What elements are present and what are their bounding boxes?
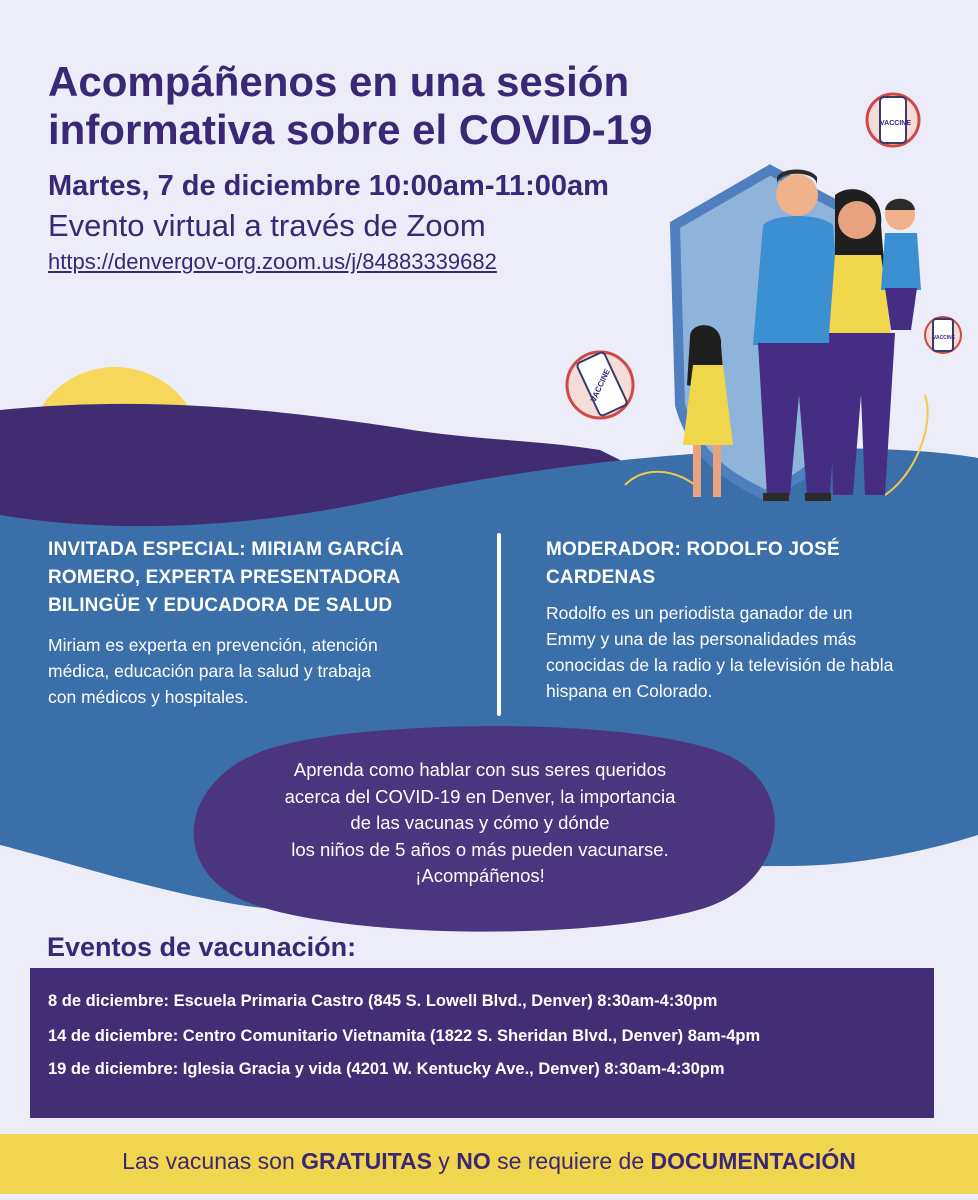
title-line: Acompáñenos en una sesión	[48, 58, 630, 105]
footer-banner-text: Las vacunas son GRATUITAS y NO se requiere de DOCUMENTACIÓN	[122, 1148, 856, 1174]
event-item: 19 de diciembre: Iglesia Gracia y vida (4201 W. Kentucky Ave., Denver) 8:30am-4:30pm	[48, 1060, 725, 1078]
guest-bio: Miriam es experta en prevención, atención médica, educación para la salud y trabaja con médicos y hospitales.	[48, 635, 378, 707]
moderator-heading: MODERADOR: RODOLFO JOSÉ CARDENAS	[546, 539, 840, 588]
guest-heading: INVITADA ESPECIAL: MIRIAM GARCÍA ROMERO, EXPERTA PRESENTADORA BILINGÜE Y EDUCADORA DE SALUD	[48, 539, 404, 616]
zoom-link[interactable]: https://denvergov-org.zoom.us/j/84883339682	[48, 249, 497, 274]
svg-text:VACCINE: VACCINE	[880, 120, 911, 127]
event-date-time: Martes, 7 de diciembre 10:00am-11:00am	[48, 170, 609, 202]
vaccine-vial-icon	[567, 351, 633, 418]
svg-text:VACCINE: VACCINE	[588, 367, 612, 404]
column-divider	[497, 533, 501, 716]
page-title	[48, 58, 808, 154]
moderator-section	[546, 536, 966, 704]
events-title: Eventos de vacunación:	[47, 932, 357, 962]
guest-section	[48, 536, 488, 710]
bubble-message: Aprenda como hablar con sus seres queridos acerca del COVID-19 en Denver, la importancia de las vacunas y cómo y dónde los niños de 5 años o más pueden vacunarse. ¡Acompáñenos!	[284, 759, 676, 886]
event-item: 8 de diciembre: Escuela Primaria Castro (845 S. Lowell Blvd., Denver) 8:30am-4:30pm	[48, 992, 718, 1010]
moderator-bio: Rodolfo es un periodista ganador de un Emmy y una de las personalidades más conocidas de la radio y la televisión de habla hispana en Colorado.	[546, 603, 894, 701]
vaccine-vial-icon	[925, 317, 961, 353]
svg-text:VACCINE: VACCINE	[933, 335, 956, 341]
title-line: informativa sobre el COVID-19	[48, 106, 653, 153]
virtual-event-label: Evento virtual a través de Zoom	[48, 208, 486, 243]
event-item: 14 de diciembre: Centro Comunitario Vietnamita (1822 S. Sheridan Blvd., Denver) 8am-4pm	[48, 1027, 761, 1045]
vaccine-vial-icon	[867, 94, 919, 146]
